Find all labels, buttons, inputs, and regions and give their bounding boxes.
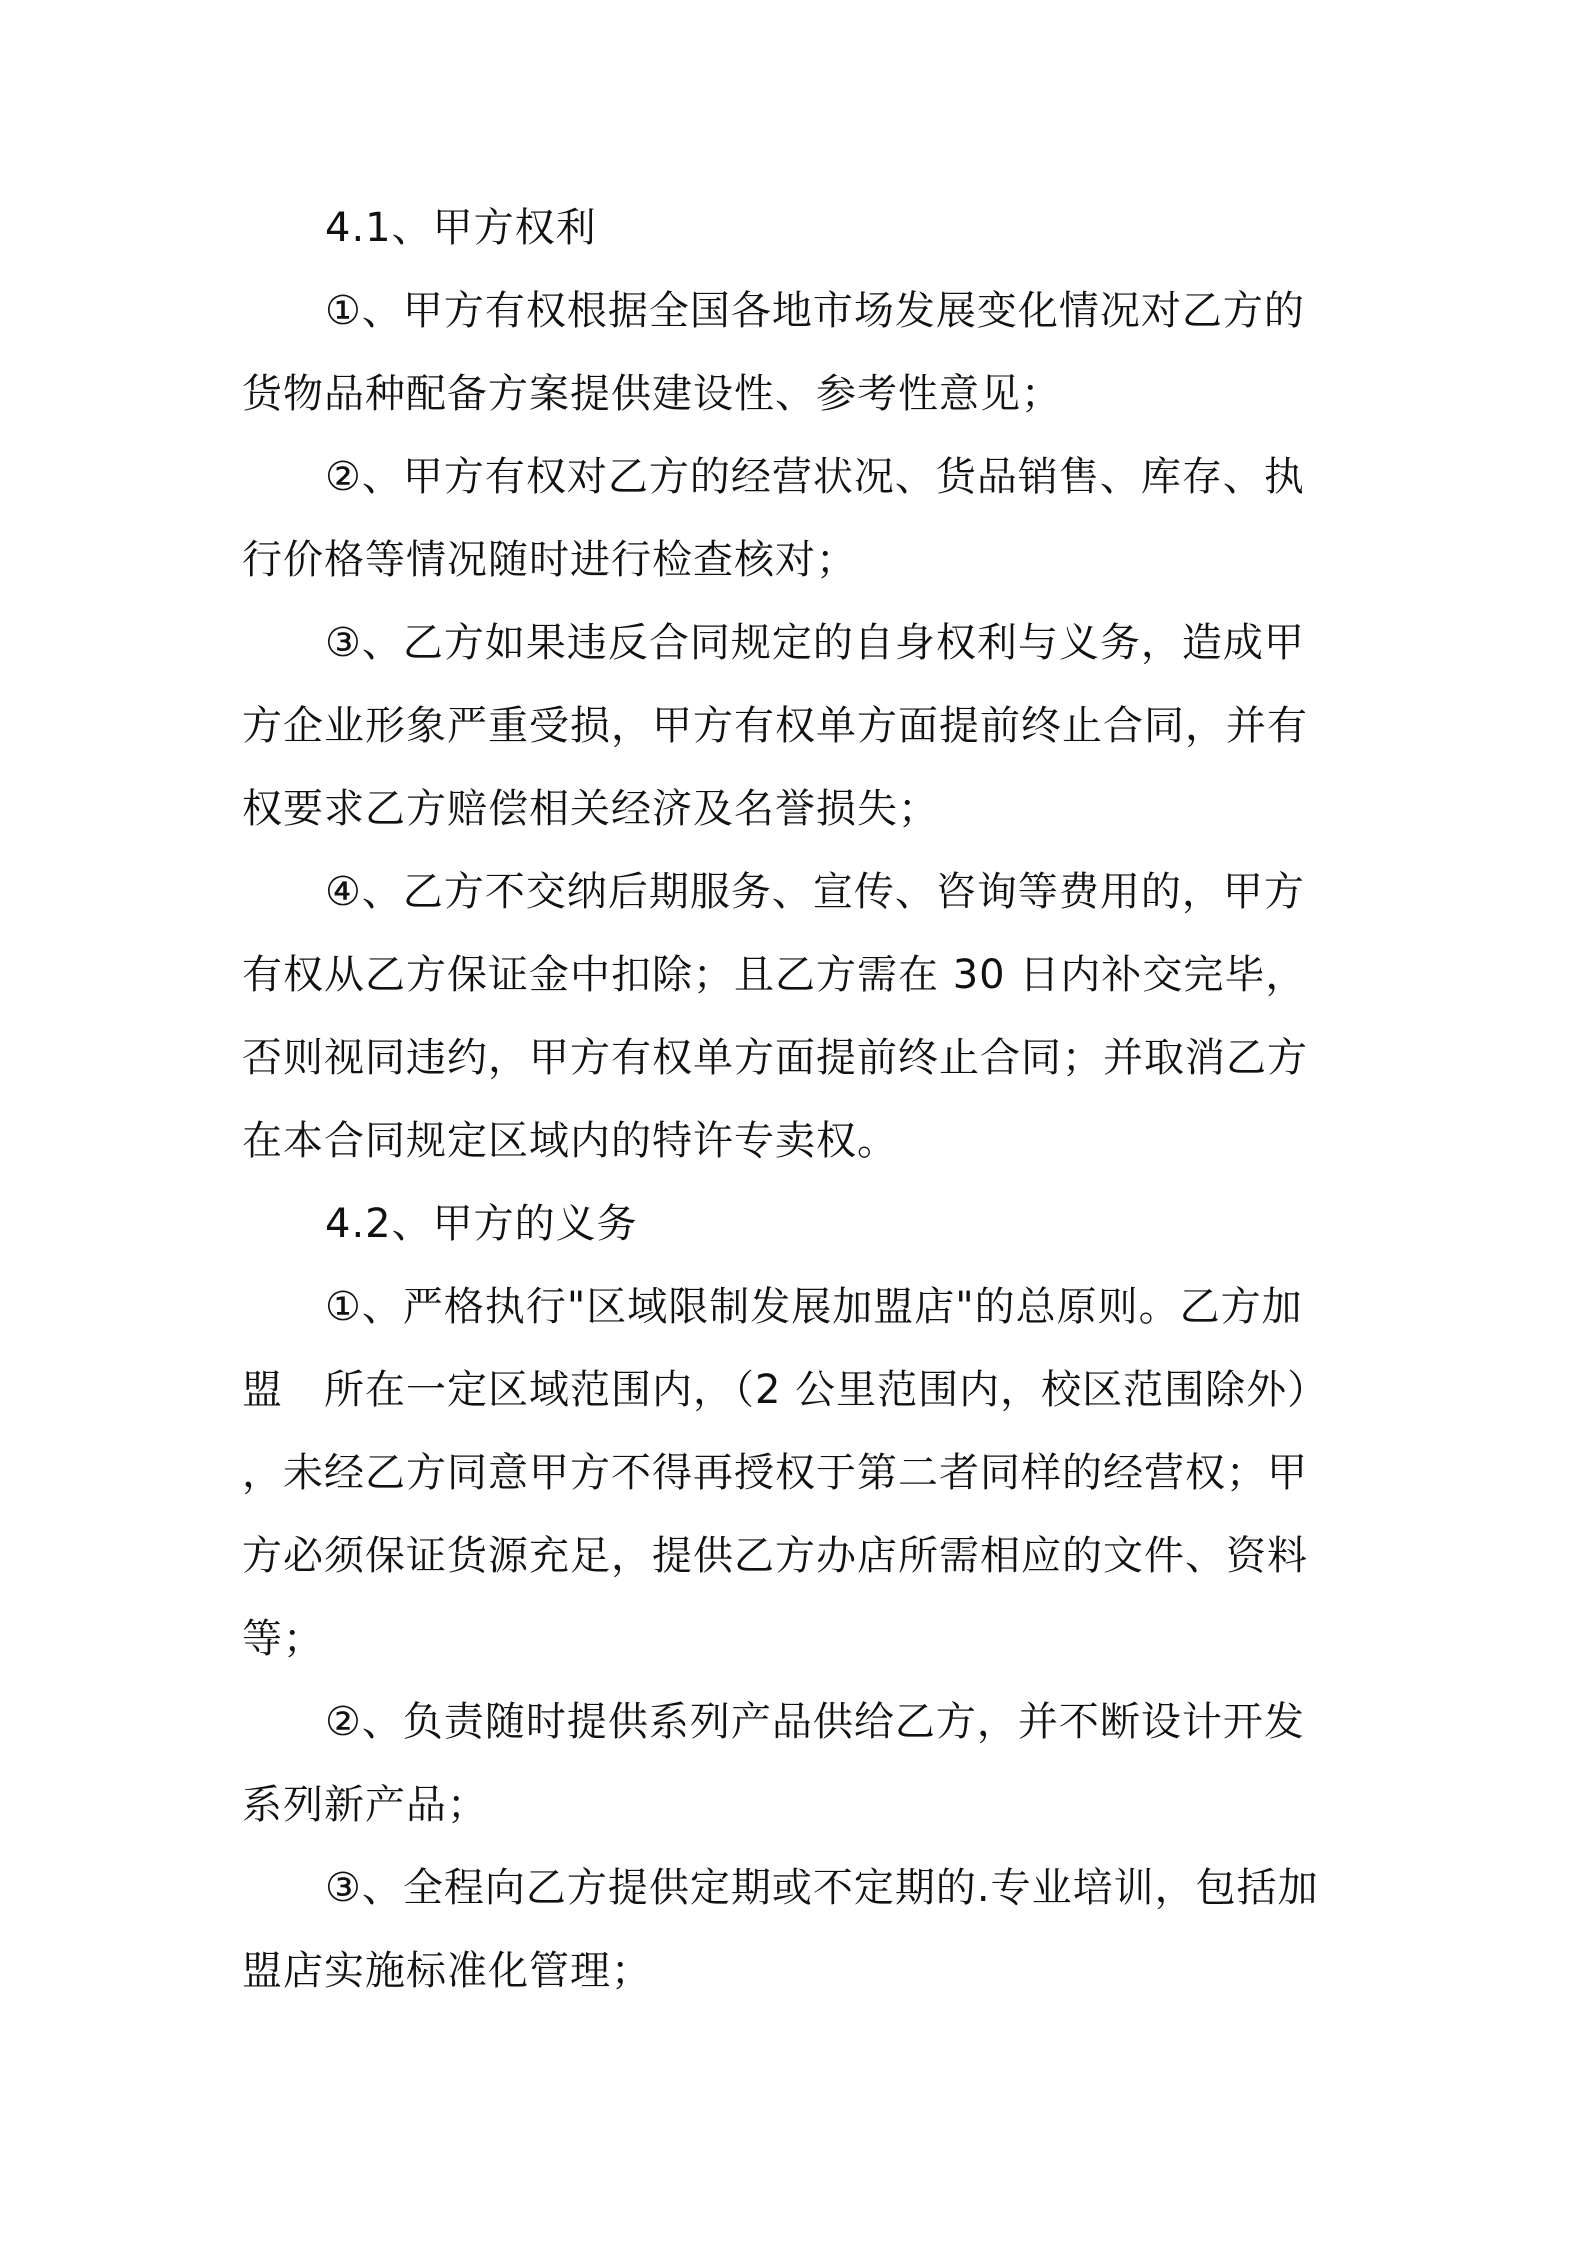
- paragraph-line: ③、全程向乙方提供定期或不定期的.专业培训，包括加: [325, 1865, 1319, 1911]
- paragraph-line: 盟 所在一定区域范围内，（2 公里范围内，校区范围除外）: [242, 1367, 1329, 1413]
- paragraph-line: ②、甲方有权对乙方的经营状况、货品销售、库存、执: [325, 454, 1305, 500]
- paragraph-line: 货物品种配备方案提供建设性、参考性意见；: [242, 371, 1062, 417]
- paragraph-line: 系列新产品；: [242, 1782, 488, 1828]
- section-heading-4-1: 4.1、甲方权利: [325, 205, 597, 251]
- paragraph-line: 在本合同规定区域内的特许专卖权。: [242, 1118, 898, 1164]
- section-heading-4-2: 4.2、甲方的义务: [325, 1201, 638, 1247]
- paragraph-line: 盟店实施标准化管理；: [242, 1948, 652, 1994]
- paragraph-line: ③、乙方如果违反合同规定的自身权利与义务，造成甲: [325, 620, 1305, 666]
- paragraph-line: ①、甲方有权根据全国各地市场发展变化情况对乙方的: [325, 288, 1305, 334]
- paragraph-line: 行价格等情况随时进行检查核对；: [242, 537, 857, 583]
- paragraph-line: 权要求乙方赔偿相关经济及名誉损失；: [242, 786, 939, 832]
- paragraph-line: ④、乙方不交纳后期服务、宣传、咨询等费用的，甲方: [325, 869, 1305, 915]
- paragraph-line: ①、严格执行"区域限制发展加盟店"的总原则。乙方加: [325, 1284, 1303, 1330]
- paragraph-line: 等；: [242, 1616, 324, 1662]
- paragraph-line: 方企业形象严重受损，甲方有权单方面提前终止合同，并有: [242, 703, 1308, 749]
- paragraph-line: 有权从乙方保证金中扣除；且乙方需在 30 日内补交完毕，: [242, 952, 1307, 998]
- paragraph-line: ，未经乙方同意甲方不得再授权于第二者同样的经营权；甲: [242, 1450, 1308, 1496]
- paragraph-line: 否则视同违约，甲方有权单方面提前终止合同；并取消乙方: [242, 1035, 1308, 1081]
- paragraph-line: 方必须保证货源充足，提供乙方办店所需相应的文件、资料: [242, 1533, 1308, 1579]
- paragraph-line: ②、负责随时提供系列产品供给乙方，并不断设计开发: [325, 1699, 1305, 1745]
